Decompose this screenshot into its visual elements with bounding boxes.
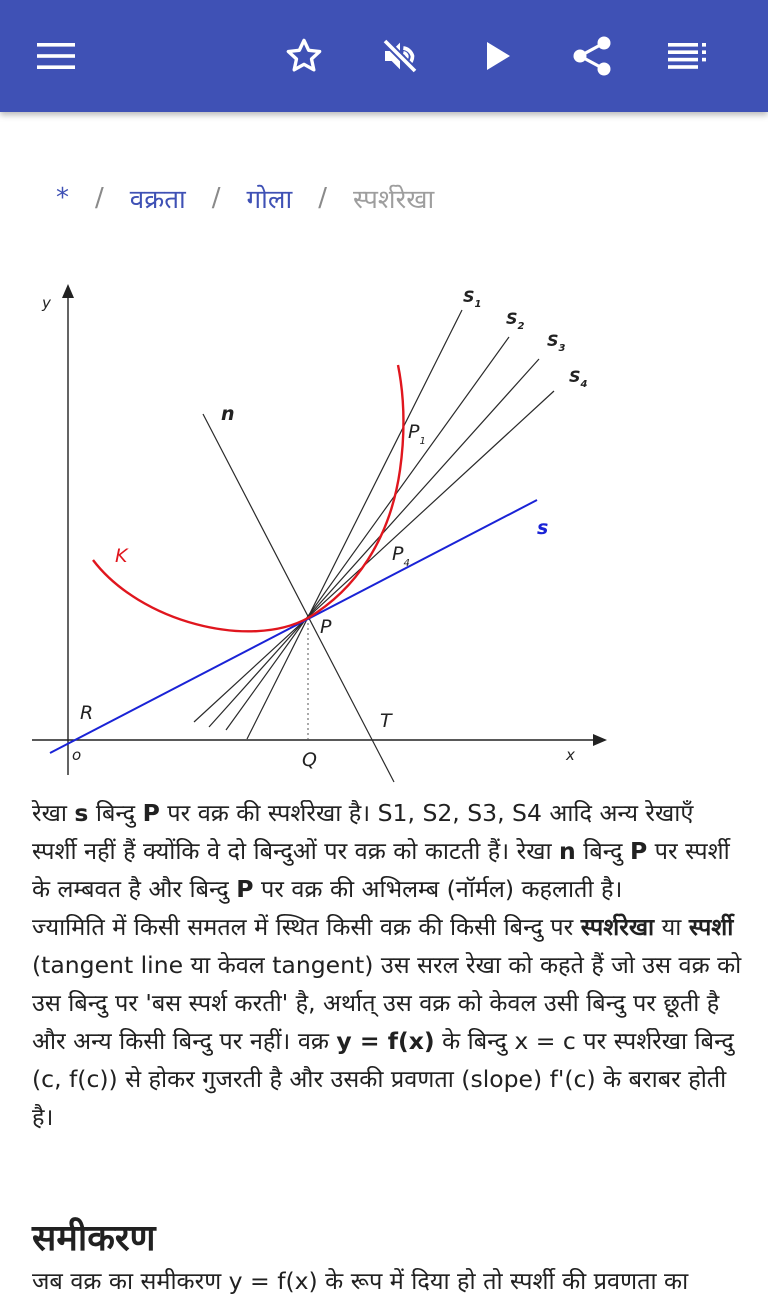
menu-button[interactable] <box>28 28 84 84</box>
breadcrumb-current: स्पर्शरेखा <box>353 185 435 215</box>
breadcrumb-home-link[interactable]: * <box>56 183 69 213</box>
normal-line-n <box>203 414 394 782</box>
label-s: s <box>537 517 549 539</box>
article-body <box>32 794 742 1136</box>
intro-paragraph: ज्यामिति में किसी समतल में स्थित किसी वक्र की किसी बिन्दु पर स्पर्शरेखा या स्पर्शी (tangent line या केवल tangent) उस सरल रेखा को कहते हैं जो उस वक्र को उस बिन्दु पर 'बस स्पर्श करती' है, अर्थात् उस वक्र को केवल उसी बिन्दु पर छूती है और अन्य किसी बिन्दु पर नहीं। वक्र y = f(x) के बिन्दु x = c पर स्पर्शरेखा बिन्दु (c, f(c)) से होकर गुजरती है और उसकी प्रवणता (slope) f'(c) के बराबर होती है। <box>32 913 742 1131</box>
play-icon <box>483 40 513 72</box>
label-origin: o <box>72 746 82 764</box>
secant-line-s2 <box>226 337 509 730</box>
secant-line-s3 <box>209 359 539 727</box>
label-k: K <box>115 545 128 567</box>
section-first-line: जब वक्र का समीकरण y = f(x) के रूप में दिया हो तो स्पर्शी की प्रवणता का <box>32 1267 689 1295</box>
bookmark-button[interactable] <box>276 28 332 84</box>
figure-caption: रेखा s बिन्दु P पर वक्र की स्पर्शरेखा है। S1, S2, S3, S4 आदि अन्य रेखाएँ स्पर्शी नहीं हैं क्योंकि वे दो बिन्दुओं पर वक्र को काटती हैं। रेखा n बिन्दु P पर स्पर्शी के लम्बवत है और बिन्दु P पर वक्र की अभिलम्ब (नॉर्मल) कहलाती है। <box>32 799 730 903</box>
label-s4: $S_4$ <box>569 367 588 390</box>
share-button[interactable] <box>564 28 620 84</box>
label-t: T <box>380 710 392 732</box>
label-s2: $S_2$ <box>506 309 525 332</box>
y-axis-arrow <box>62 284 74 298</box>
label-s3: $S_3$ <box>547 331 566 354</box>
secant-line-s1 <box>247 310 462 739</box>
label-x: x <box>566 746 575 764</box>
breadcrumb-link-sphere[interactable]: गोला <box>246 185 293 215</box>
mute-button[interactable] <box>372 28 428 84</box>
section-heading-equation: समीकरण <box>32 1218 156 1259</box>
secant-line-s4 <box>194 391 554 722</box>
label-p: P <box>320 616 332 638</box>
label-s1: $S_1$ <box>463 287 482 310</box>
breadcrumb-separator: / <box>318 183 328 213</box>
breadcrumb-separator: / <box>211 183 221 213</box>
hamburger-menu-icon <box>37 43 75 69</box>
label-p4: $P_4$ <box>392 543 410 569</box>
star-outline-icon <box>284 36 324 76</box>
play-button[interactable] <box>470 28 526 84</box>
label-q: Q <box>302 749 317 771</box>
breadcrumb <box>56 178 434 218</box>
volume-off-icon <box>380 36 420 76</box>
app-toolbar <box>0 0 768 112</box>
breadcrumb-separator: / <box>95 183 104 213</box>
tangent-diagram <box>28 280 618 785</box>
share-icon <box>572 35 612 77</box>
label-r: R <box>80 702 94 724</box>
label-p1: $P_1$ <box>408 421 426 447</box>
tangent-line-s <box>50 500 537 753</box>
label-n: n <box>221 403 235 425</box>
x-axis-arrow <box>593 734 607 746</box>
playlist-button[interactable] <box>660 28 716 84</box>
playlist-icon <box>668 43 708 69</box>
label-y: y <box>42 294 51 312</box>
curve-k <box>93 365 404 631</box>
breadcrumb-link-curvature[interactable]: वक्रता <box>129 185 186 215</box>
